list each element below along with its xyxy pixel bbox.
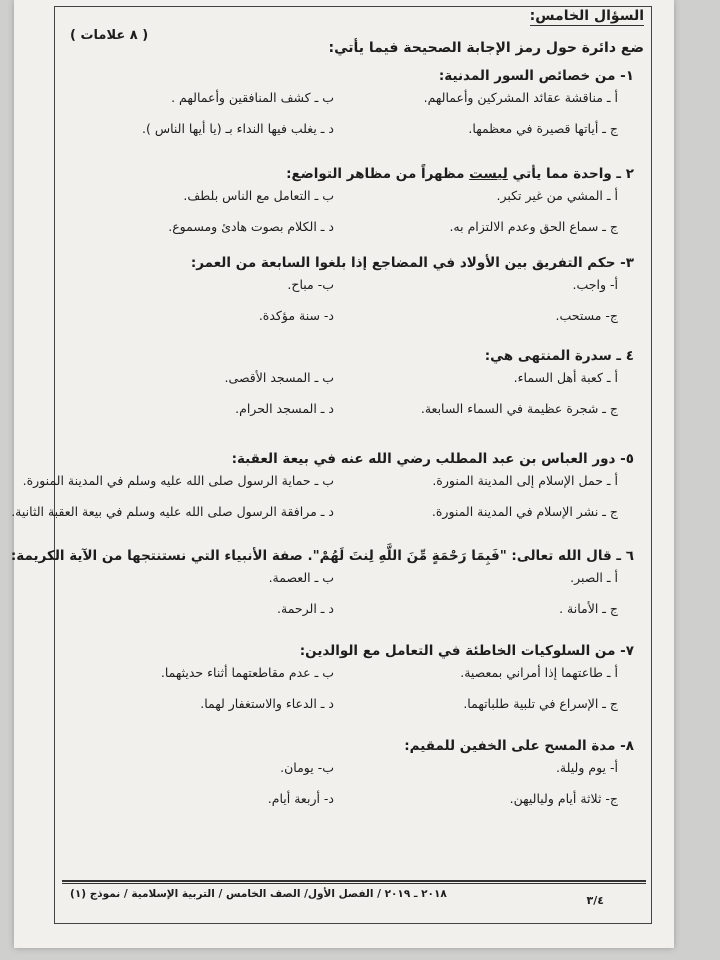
option-d[interactable]: د ـ يغلب فيها النداء بـ (يا أيها الناس ). bbox=[142, 121, 334, 136]
option-b[interactable]: ب ـ المسجد الأقصى. bbox=[224, 370, 334, 385]
option-c[interactable]: ج ـ شجرة عظيمة في السماء السابعة. bbox=[420, 401, 618, 416]
option-a[interactable]: أ ـ المشي من غير تكبر. bbox=[496, 188, 618, 203]
option-d[interactable]: د- سنة مؤكدة. bbox=[258, 308, 334, 323]
option-row bbox=[74, 302, 634, 333]
question-text: ١- من خصائص السور المدنية: bbox=[438, 68, 634, 84]
option-row bbox=[74, 659, 634, 690]
option-b[interactable]: ب ـ عدم مقاطعتهما أثناء حديثهما. bbox=[160, 665, 334, 680]
section-header bbox=[62, 8, 644, 43]
question-text: ٤ ـ سدرة المنتهى هي: bbox=[484, 348, 634, 364]
option-c[interactable]: ج ـ أياتها قصيرة في معظمها. bbox=[468, 121, 618, 136]
option-c[interactable]: ج- مستحب. bbox=[555, 308, 618, 323]
option-row bbox=[22, 467, 634, 498]
option-row bbox=[74, 182, 634, 213]
option-row bbox=[74, 364, 634, 395]
exam-page bbox=[10, 0, 674, 948]
option-row bbox=[74, 690, 634, 721]
option-a[interactable]: أ ـ حمل الإسلام إلى المدينة المنورة. bbox=[432, 473, 618, 488]
question-text: ٧- من السلوكيات الخاطئة في التعامل مع الوالدين: bbox=[299, 643, 634, 659]
option-row bbox=[74, 754, 634, 785]
option-d[interactable]: د ـ الرحمة. bbox=[277, 601, 334, 616]
question-3 bbox=[74, 255, 634, 333]
option-c[interactable]: ج ـ نشر الإسلام في المدينة المنورة. bbox=[431, 504, 618, 519]
option-c[interactable]: ج ـ سماع الحق وعدم الالتزام به. bbox=[449, 219, 618, 234]
option-b[interactable]: ب ـ العصمة. bbox=[268, 570, 334, 585]
question-text: ٥- دور العباس بن عبد المطلب رضي الله عنه في بيعة العقبة: bbox=[231, 451, 634, 467]
option-c[interactable]: ج ـ الأمانة . bbox=[559, 601, 618, 616]
question-text-start: ٢ ـ واحدة مما يأتي bbox=[507, 166, 634, 182]
option-d[interactable]: د ـ الدعاء والاستغفار لهما. bbox=[200, 696, 334, 711]
question-text-end: مظهراً من مظاهر التواضع: bbox=[286, 166, 470, 182]
option-c[interactable]: ج ـ الإسراع في تلبية طلباتهما. bbox=[463, 696, 618, 711]
option-a[interactable]: أ- يوم وليلة. bbox=[555, 760, 618, 775]
question-2 bbox=[74, 166, 634, 244]
option-d[interactable]: د ـ المسجد الحرام. bbox=[235, 401, 334, 416]
page-number: ٣/٤ bbox=[586, 894, 604, 907]
option-d[interactable]: د ـ مرافقة الرسول صلى الله عليه وسلم في بيعة العقبة الثانية. bbox=[11, 504, 334, 519]
option-row bbox=[74, 271, 634, 302]
question-8 bbox=[74, 738, 634, 816]
question-text: ٨- مدة المسح على الخفين للمقيم: bbox=[404, 738, 634, 754]
footer-divider-thin bbox=[62, 883, 646, 884]
instruction: ضع دائرة حول رمز الإجابة الصحيحة فيما يأتي: bbox=[328, 40, 644, 56]
question-5 bbox=[11, 451, 634, 529]
question-text bbox=[74, 166, 634, 182]
option-b[interactable]: ب ـ حماية الرسول صلى الله عليه وسلم في المدينة المنورة. bbox=[22, 473, 334, 488]
option-b[interactable]: ب- يومان. bbox=[280, 760, 334, 775]
question-6 bbox=[10, 548, 634, 626]
option-d[interactable]: د- أربعة أيام. bbox=[267, 791, 334, 806]
option-row bbox=[74, 395, 634, 426]
option-a[interactable]: أ- واجب. bbox=[572, 277, 618, 292]
option-b[interactable]: ب ـ التعامل مع الناس بلطف. bbox=[183, 188, 334, 203]
option-row bbox=[74, 564, 634, 595]
question-4 bbox=[74, 348, 634, 426]
option-c[interactable]: ج- ثلاثة أيام ولياليهن. bbox=[509, 791, 618, 806]
question-text-underlined: ليست bbox=[469, 166, 508, 182]
option-row bbox=[74, 84, 634, 115]
marks-label: ( ٨ علامات ) bbox=[70, 28, 149, 43]
section-title: السؤال الخامس: bbox=[529, 8, 644, 24]
footer-divider bbox=[62, 880, 646, 882]
option-b[interactable]: ب ـ كشف المنافقين وأعمالهم . bbox=[171, 90, 334, 105]
option-a[interactable]: أ ـ مناقشة عقائد المشركين وأعمالهم. bbox=[423, 90, 618, 105]
option-row bbox=[11, 498, 634, 529]
option-a[interactable]: أ ـ طاعتهما إذا أمراني بمعصية. bbox=[460, 665, 618, 680]
option-a[interactable]: أ ـ الصبر. bbox=[570, 570, 618, 585]
footer-info: ٢٠١٨ ـ ٢٠١٩ / الفصل الأول/ الصف الخامس / التربية الإسلامية / نموذج (١) bbox=[70, 888, 447, 900]
question-text: ٦ ـ قال الله تعالى: "فَبِمَا رَحْمَةٍ مِّنَ اللَّهِ لِنتَ لَهُمْ". صفة الأنبياء التي نستنتجها من الآية الكريمة: bbox=[10, 548, 634, 564]
question-1 bbox=[74, 68, 634, 146]
question-7 bbox=[74, 643, 634, 721]
question-text: ٣- حكم التفريق بين الأولاد في المضاجع إذا بلغوا السابعة من العمر: bbox=[190, 255, 634, 271]
option-row bbox=[74, 213, 634, 244]
option-d[interactable]: د ـ الكلام بصوت هادئ ومسموع. bbox=[168, 219, 334, 234]
option-row bbox=[74, 595, 634, 626]
option-b[interactable]: ب- مباح. bbox=[287, 277, 334, 292]
option-row bbox=[74, 115, 634, 146]
option-a[interactable]: أ ـ كعبة أهل السماء. bbox=[513, 370, 618, 385]
option-row bbox=[74, 785, 634, 816]
